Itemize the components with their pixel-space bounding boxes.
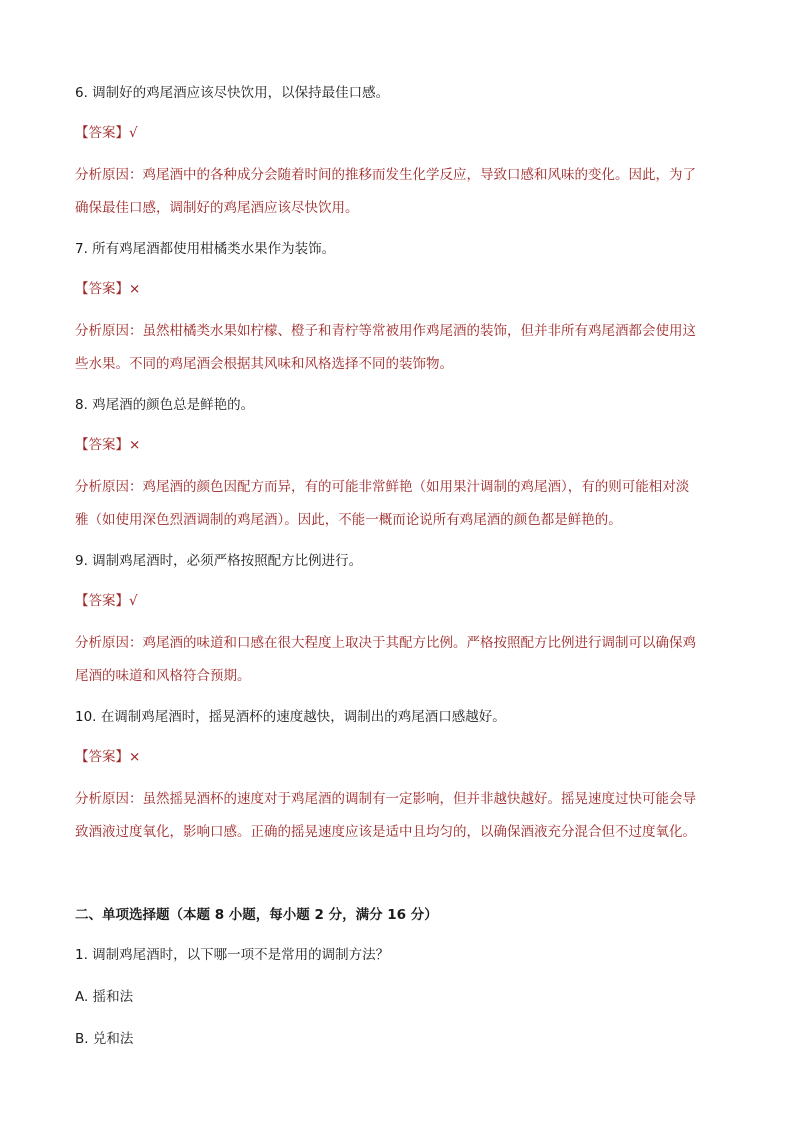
answer-8: 【答案】× [75, 437, 141, 453]
analysis-7-line-1: 分析原因：虽然柑橘类水果如柠檬、橙子和青柠等常被用作鸡尾酒的装饰，但并非所有鸡尾酒都会使用这 [75, 323, 696, 339]
analysis-6-line-2: 确保最佳口感，调制好的鸡尾酒应该尽快饮用。 [75, 200, 359, 216]
choice-option-b: B. 兑和法 [75, 1031, 134, 1047]
question-6: 6. 调制好的鸡尾酒应该尽快饮用，以保持最佳口感。 [75, 85, 390, 101]
analysis-6-line-1: 分析原因：鸡尾酒中的各种成分会随着时间的推移而发生化学反应，导致口感和风味的变化。因此，为了 [75, 167, 696, 183]
question-9: 9. 调制鸡尾酒时，必须严格按照配方比例进行。 [75, 553, 363, 569]
section-heading-single-choice: 二、单项选择题（本题 8 小题，每小题 2 分，满分 16 分） [75, 907, 438, 923]
analysis-10-line-2: 致酒液过度氧化，影响口感。正确的摇晃速度应该是适中且均匀的，以确保酒液充分混合但不过度氧化。 [75, 824, 696, 840]
analysis-9-line-2: 尾酒的味道和风格符合预期。 [75, 668, 251, 684]
question-7: 7. 所有鸡尾酒都使用柑橘类水果作为装饰。 [75, 241, 336, 257]
answer-7: 【答案】× [75, 281, 141, 297]
answer-6: 【答案】√ [75, 125, 138, 141]
analysis-9-line-1: 分析原因：鸡尾酒的味道和口感在很大程度上取决于其配方比例。严格按照配方比例进行调制可以确保鸡 [75, 635, 696, 651]
choice-question-1: 1. 调制鸡尾酒时，以下哪一项不是常用的调制方法？ [75, 947, 390, 963]
answer-9: 【答案】√ [75, 593, 138, 609]
analysis-7-line-2: 些水果。不同的鸡尾酒会根据其风味和风格选择不同的装饰物。 [75, 356, 453, 372]
choice-option-a: A. 摇和法 [75, 989, 134, 1005]
question-8: 8. 鸡尾酒的颜色总是鲜艳的。 [75, 397, 255, 413]
analysis-10-line-1: 分析原因：虽然摇晃酒杯的速度对于鸡尾酒的调制有一定影响，但并非越快越好。摇晃速度过快可能会导 [75, 791, 696, 807]
analysis-8-line-2: 雅（如使用深色烈酒调制的鸡尾酒）。因此，不能一概而论说所有鸡尾酒的颜色都是鲜艳的。 [75, 512, 622, 528]
analysis-8-line-1: 分析原因：鸡尾酒的颜色因配方而异，有的可能非常鲜艳（如用果汁调制的鸡尾酒），有的则可能相对淡 [75, 479, 690, 495]
answer-10: 【答案】× [75, 749, 141, 765]
question-10: 10. 在调制鸡尾酒时，摇晃酒杯的速度越快，调制出的鸡尾酒口感越好。 [75, 709, 506, 725]
